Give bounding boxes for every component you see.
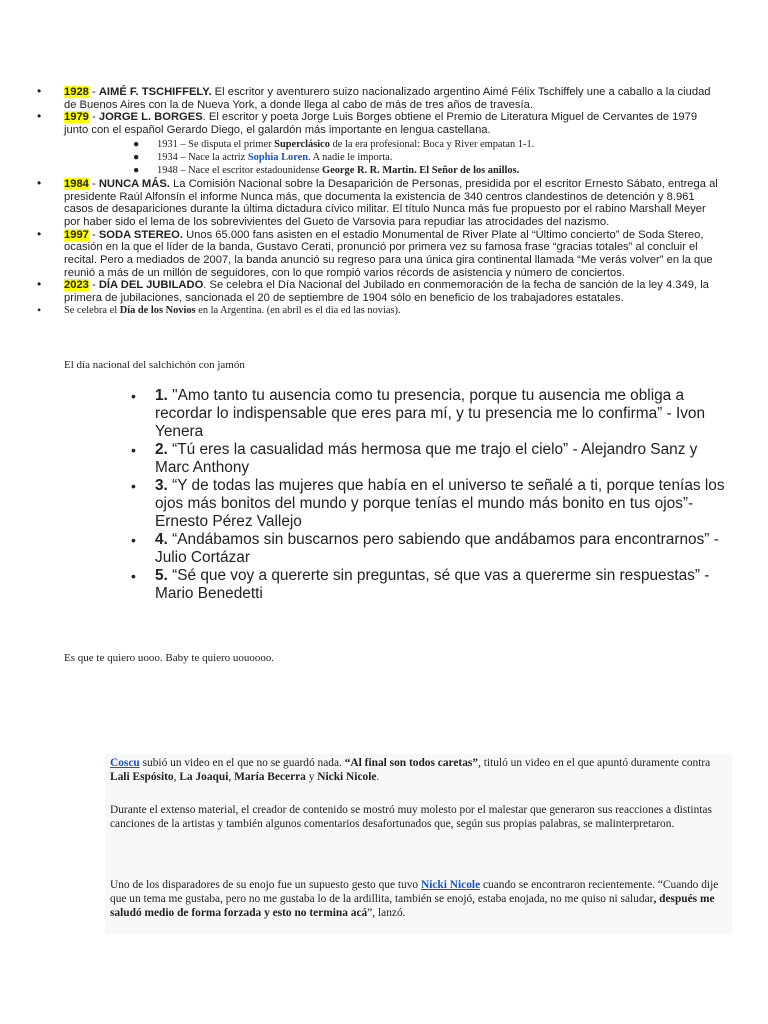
bullet-icon: • [37,84,42,98]
event-item-1928: • 1928 - AIMÉ F. TSCHIFFELY. El escritor y aventurero suizo nacionalizado argentino Aimé Félix Tschiffely une a caballo a la ciudad de Buenos Aires con la de Nueva York, a donde llega al cabo de más de tres años de travesía. [37,84,711,111]
quote-item [131,441,735,477]
event-title: SODA STEREO. [98,228,183,241]
sub-event-1948: ● 1948 – Nace el escritor estadounidense George R. R. Martin. El Señor de los anillos. [133,164,520,176]
section-heading: El día nacional del salchichón con jamón [64,359,245,371]
quote-text: “Tú eres la casualidad más hermosa que me trajo el cielo” - Alejandro Sanz y Marc Anthony [155,441,698,476]
quote-text: “Sé que voy a quererte sin preguntas, sé que vas a quererme sin respuestas” - Mario Benedetti [155,567,710,602]
event-title: AIMÉ F. TSCHIFFELY. [98,86,212,98]
event-year: 1979 [64,111,89,124]
quote-number: 5. [155,567,168,584]
bullet-icon: • [37,175,42,190]
quote-item [131,387,735,441]
closing-line: Es que te quiero uooo. Baby te quiero uouoooo. [64,652,275,664]
event-year: 1984 [64,177,89,190]
quote-text: “Andábamos sin buscarnos pero sabiendo que andábamos para encontrarnos” - Julio Cortázar [155,531,719,566]
event-text: Unos 65.000 fans asisten en el estadio Monumental de River Plate al “Último concierto” de Soda Stereo, ocasión en la que el líder de la banda, Gustavo Cerati, pronunció por primera vez su famosa frase “gracias totales” al concluir el recital. Pero a mediados de 2007, la banda anunció su regreso para una única gira continental llamada “Me verás volver” en la que reunió a más de un millón de seguidores, con lo que rompió varios récords de asistencia y número de conciertos. [64,228,713,279]
sub-event-1934: ● 1934 – Nace la actriz Sophia Loren. A nadie le importa. [133,151,393,163]
quote-text: “Y de todas las mujeres que había en el universo te señalé a ti, porque tenías los ojos más bonitos del mundo y porque tenías el mundo más bonito en tus ojos”- Ernesto Pérez Vallejo [155,477,725,530]
event-text: El escritor y aventurero suizo nacionalizado argentino Aimé Félix Tschiffely une a caballo a la ciudad de Buenos Aires con la de Nueva York, a donde llega al cabo de más de tres años de travesía. [64,86,711,111]
circle-bullet-icon: ● [133,138,140,150]
article-paragraph-2: Durante el extenso material, el creador de contenido se mostró muy molesto por el malestar que generaron sus reacciones a distintas canciones de la artistas y también algunos comentarios desafortunados que, según sus propias palabras, se malinterpretaron. [110,804,712,830]
bullet-icon: • [131,478,136,494]
event-item-2023: • 2023 - DÍA DEL JUBILADO. Se celebra el Día Nacional del Jubilado en conmemoración de la fecha de sanción de la ley 4.349, la primera de jubilaciones, sancionada el 20 de septiembre de 1904 sólo en beneficio de los trabajadores estatales. [37,277,709,305]
article-paragraph-3: Uno de los disparadores de su enojo fue un supuesto gesto que tuvo Nicki Nicole cuando se encontraron recientemente. “Cuando dije que un tema me gustaba, pero no me gustaba lo de la ardillita, también se enojó, estaba enojada, no me quiso ni saludar, después me saludó medio de forma forzada y esto no termina acá”, lanzó. [110,879,719,919]
bullet-icon: • [131,568,136,584]
nicki-nicole-link[interactable]: Nicki Nicole [420,879,481,892]
event-year: 1997 [64,228,89,241]
quote-item [131,567,735,603]
bullet-icon: • [37,277,42,292]
event-year: 1928 [64,86,89,98]
bullet-icon: • [131,532,136,548]
article-box [105,754,732,934]
quote-text: "Amo tanto tu ausencia como tu presencia, porque tu ausencia me obliga a recordar lo indispensable que eres para mí, y tu presencia me lo confirma” - Ivon Yenera [155,387,706,440]
sub-event-1931: ● 1931 – Se disputa el primer Superclásico de la era profesional: Boca y River empatan 1-1. [133,138,535,150]
quote-number: 4. [155,531,168,548]
event-item-1979: • 1979 - JORGE L. BORGES. El escritor y poeta Jorge Luis Borges obtiene el Premio de Literatura Miguel de Cervantes de 1979 junto con el español Gerardo Diego, el galardón más importante en lengua castellana. [37,109,698,137]
bullet-icon: • [131,388,136,404]
event-item-1984: • 1984 - NUNCA MÁS. La Comisión Nacional sobre la Desaparición de Personas, presidida por el escritor Ernesto Sábato, entrega al presidente Raúl Alfonsín el informe Nunca más, que documenta la existencia de 340 centros clandestinos de detención y 8.961 casos de desapariciones durante la última dictadura cívico militar. El título Nunca más fue propuesto por el rabino Marshall Meyer por haber sido el lema de los sobrevivientes del Gueto de Varsovia para repudiar las atrocidades del nazismo. [37,175,718,228]
bullet-icon: • [37,109,42,124]
bullet-icon: • [37,302,42,317]
event-title: DÍA DEL JUBILADO [98,279,204,292]
quote-item [131,477,735,531]
event-text: La Comisión Nacional sobre la Desaparición de Personas, presidida por el escritor Ernesto Sábato, entrega al presidente Raúl Alfonsín el informe Nunca más, que documenta la existencia de 340 centros clandestinos de detención y 8.961 casos de desapariciones durante la última dictadura cívico militar. El título Nunca más fue propuesto por el rabino Marshall Meyer por haber sido el lema de los sobrevivientes del Gueto de Varsovia para repudiar las atrocidades del nazismo. [64,177,718,228]
event-title: JORGE L. BORGES [98,111,203,124]
novios-item: • Se celebra el Día de los Novios en la Argentina. (en abril es el día ed las novias). [37,302,401,317]
coscu-link[interactable]: Coscu [110,757,140,769]
sophia-loren-link[interactable]: Sophia Loren [247,151,309,163]
quote-number: 2. [155,441,168,458]
quotes-list [131,387,735,603]
circle-bullet-icon: ● [133,151,140,163]
event-text: . El escritor y poeta Jorge Luis Borges obtiene el Premio de Literatura Miguel de Cervantes de 1979 junto con el español Gerardo Diego, el galardón más importante en lengua castellana. [64,111,698,137]
ephemerides-list [37,84,724,318]
event-item-1997: • 1997 - SODA STEREO. Unos 65.000 fans asisten en el estadio Monumental de River Plate al “Último concierto” de Soda Stereo, ocasión en la que el líder de la banda, Gustavo Cerati, pronunció por primera vez su famosa frase “gracias totales” al concluir el recital. Pero a mediados de 2007, la banda anunció su regreso para una única gira continental llamada “Me verás volver” en la que reunió a más de un millón de seguidores, con lo que rompió varios récords de asistencia y número de conciertos. [37,226,713,279]
event-text: . Se celebra el Día Nacional del Jubilado en conmemoración de la fecha de sanción de la ley 4.349, la primera de jubilaciones, sancionada el 20 de septiembre de 1904 sólo en beneficio de los trabajadores estatales. [64,279,709,305]
event-title: NUNCA MÁS. [98,177,170,190]
quote-item [131,531,735,567]
article-paragraph-1: Coscu subió un video en el que no se guardó nada. “Al final son todos caretas”, tituló un video en el que apuntó duramente contra Lali Espósito, La Joaqui, María Becerra y Nicki Nicole. [110,757,711,783]
quote-number: 3. [155,477,168,494]
event-year: 2023 [64,279,89,292]
circle-bullet-icon: ● [133,164,140,176]
bullet-icon: • [37,226,42,241]
quote-number: 1. [155,387,168,404]
sub-event-list [64,138,724,177]
bullet-icon: • [131,442,136,458]
